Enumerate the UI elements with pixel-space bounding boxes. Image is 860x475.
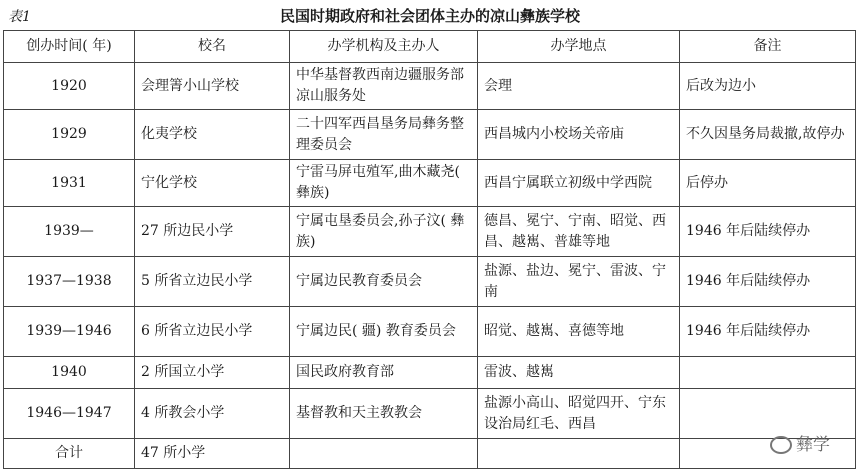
cell-remarks <box>680 357 856 389</box>
cell-organizer: 二十四军西昌垦务局彝务整理委员会 <box>290 110 478 160</box>
cell-remarks: 1946 年后陆续停办 <box>680 257 856 307</box>
cell-remarks: 不久因垦务局裁撤,故停办 <box>680 110 856 160</box>
cell-organizer: 中华基督教西南边疆服务部凉山服务处 <box>290 63 478 110</box>
cell-location: 盐源小高山、昭觉四开、宁东设治局红毛、西昌 <box>478 389 680 439</box>
cell-empty <box>290 439 478 469</box>
table-row <box>4 63 856 110</box>
cell-remarks: 1946 年后陆续停办 <box>680 207 856 257</box>
schools-table <box>3 30 856 469</box>
cell-remarks: 1946 年后陆续停办 <box>680 307 856 357</box>
table-title: 民国时期政府和社会团体主办的凉山彝族学校 <box>279 7 580 25</box>
cell-organizer: 宁属边民( 疆) 教育委员会 <box>290 307 478 357</box>
table-row <box>4 389 856 439</box>
cell-school: 化夷学校 <box>135 110 290 160</box>
header-organizer: 办学机构及主办人 <box>290 31 478 63</box>
cell-year: 1946—1947 <box>4 389 135 439</box>
watermark-text: 彝学 <box>796 435 830 455</box>
table-row <box>4 207 856 257</box>
cell-organizer: 宁属屯垦委员会,孙子汶( 彝族) <box>290 207 478 257</box>
table-row <box>4 110 856 160</box>
header-row <box>4 31 856 63</box>
table-caption <box>0 0 860 30</box>
table-number: 表1 <box>8 9 31 25</box>
cell-year: 1931 <box>4 160 135 207</box>
table-row <box>4 160 856 207</box>
cell-location: 盐源、盐边、冕宁、雷波、宁南 <box>478 257 680 307</box>
header-location: 办学地点 <box>478 31 680 63</box>
cell-location: 雷波、越嶲 <box>478 357 680 389</box>
cell-location: 德昌、冕宁、宁南、昭觉、西昌、越嶲、普雄等地 <box>478 207 680 257</box>
cell-location: 昭觉、越嶲、喜德等地 <box>478 307 680 357</box>
cell-total-label: 合计 <box>4 439 135 469</box>
cell-total-count: 47 所小学 <box>135 439 290 469</box>
table-row <box>4 307 856 357</box>
cell-school: 2 所国立小学 <box>135 357 290 389</box>
cell-year: 1939—1946 <box>4 307 135 357</box>
cell-year: 1937—1938 <box>4 257 135 307</box>
cell-organizer: 基督教和天主教教会 <box>290 389 478 439</box>
cell-school: 27 所边民小学 <box>135 207 290 257</box>
cell-organizer: 国民政府教育部 <box>290 357 478 389</box>
header-school-name: 校名 <box>135 31 290 63</box>
cell-school: 宁化学校 <box>135 160 290 207</box>
cell-year: 1920 <box>4 63 135 110</box>
cell-organizer: 宁属边民教育委员会 <box>290 257 478 307</box>
cell-remarks: 后停办 <box>680 160 856 207</box>
cell-empty <box>478 439 680 469</box>
cell-location: 会理 <box>478 63 680 110</box>
cell-school: 4 所教会小学 <box>135 389 290 439</box>
cell-location: 西昌城内小校场关帝庙 <box>478 110 680 160</box>
cell-school: 5 所省立边民小学 <box>135 257 290 307</box>
total-row <box>4 439 856 469</box>
wechat-icon <box>770 436 792 454</box>
cell-year: 1939— <box>4 207 135 257</box>
table-row <box>4 257 856 307</box>
cell-location: 西昌宁属联立初级中学西院 <box>478 160 680 207</box>
cell-remarks: 后改为边小 <box>680 63 856 110</box>
cell-school: 会理箐小山学校 <box>135 63 290 110</box>
cell-year: 1940 <box>4 357 135 389</box>
cell-school: 6 所省立边民小学 <box>135 307 290 357</box>
table-row <box>4 357 856 389</box>
watermark <box>770 430 830 455</box>
header-founding-year: 创办时间( 年) <box>4 31 135 63</box>
header-remarks: 备注 <box>680 31 856 63</box>
cell-organizer: 宁雷马屏屯殖军,曲木藏尧( 彝族) <box>290 160 478 207</box>
cell-year: 1929 <box>4 110 135 160</box>
